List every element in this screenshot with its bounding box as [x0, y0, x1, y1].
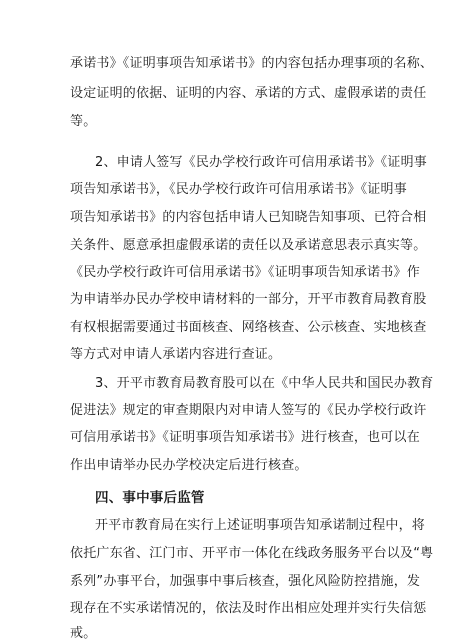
text-line-12: 3、开平市教育局教育股可以在《中华人民共和国民办教育: [95, 376, 434, 391]
text-line-15: 作出申请举办民办学校决定后进行核查。: [70, 458, 308, 473]
text-line-9: 为申请举办民办学校申请材料的一部分，开平市教育局教育股: [70, 292, 427, 307]
text-line-14: 可信用承诺书》《证明事项告知承诺书》进行核查，也可以在: [70, 430, 420, 445]
text-line-3: 等。: [70, 114, 97, 129]
text-line-13: 促进法》规定的审查期限内对申请人签写的《民办学校行政许: [70, 403, 427, 418]
text-line-20: 现存在不实承诺情况的，依法及时作出相应处理并实行失信惩: [70, 601, 427, 616]
text-line-2: 设定证明的依据、证明的内容、承诺的方式、虚假承诺的责任: [70, 86, 427, 101]
text-line-1: 承诺书》《证明事项告知承诺书》的内容包括办理事项的名称、: [70, 56, 434, 71]
text-line-11: 等方式对申请人承诺内容进行查证。: [70, 347, 282, 362]
text-line-10: 有权根据需要通过书面核查、网络核查、公示核查、实地核查: [70, 320, 427, 335]
text-line-8: 《民办学校行政许可信用承诺书》《证明事项告知承诺书》作: [70, 265, 420, 280]
text-line-18: 依托广东省、江门市、开平市一体化在线政务服务平台以及“粤: [70, 546, 434, 561]
section-heading: 四、事中事后监管: [95, 490, 205, 506]
text-line-21: 戒。: [70, 626, 97, 641]
text-line-7: 关条件、愿意承担虚假承诺的责任以及承诺意思表示真实等。: [70, 238, 427, 253]
text-line-5: 项告知承诺书》，《民办学校行政许可信用承诺书》《证明事: [70, 182, 407, 197]
text-line-6: 项告知承诺书》的内容包括申请人已知晓告知事项、已符合相: [70, 210, 427, 225]
text-line-17: 开平市教育局在实行上述证明事项告知承诺制过程中，将: [95, 518, 426, 533]
text-line-19: 系列”办事平台，加强事中事后核查，强化风险防控措施，发: [70, 574, 421, 589]
text-line-4: 2、申请人签写《民办学校行政许可信用承诺书》《证明事: [95, 155, 427, 170]
